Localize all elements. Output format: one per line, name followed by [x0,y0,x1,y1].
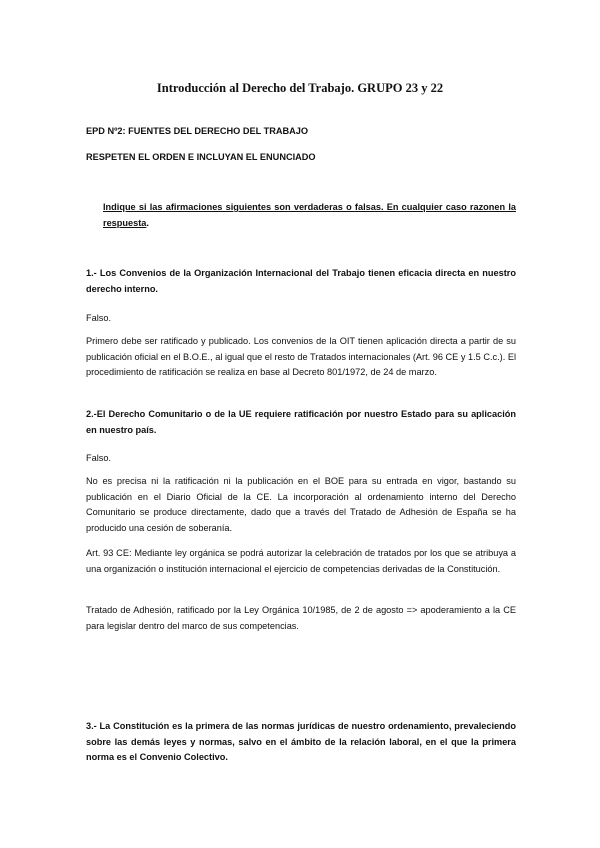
question-3-statement: 3.- La Constitución es la primera de las normas jurídicas de nuestro ordenamiento, prevaleciendo sobre las demás leyes y normas, salvo en el ámbito de la relación laboral, en el que la primera norma es el Convenio Colectivo. [86,721,516,762]
task-instruction-end: . [146,217,149,228]
task-instruction-text: Indique si las afirmaciones siguientes son verdaderas o falsas. En cualquier caso razonen la respuesta [103,202,516,228]
question-2-treaty: Tratado de Adhesión, ratificado por la Ley Orgánica 10/1985, de 2 de agosto => apoderamiento a la CE para legislar dentro del marco de sus competencias. [86,605,516,631]
question-2-article: Art. 93 CE: Mediante ley orgánica se podrá autorizar la celebración de tratados por los que se atribuya a una organización o institución internacional el ejercicio de competencias derivadas de la Constitución. [86,548,516,574]
question-1-explanation: Primero debe ser ratificado y publicado. Los convenios de la OIT tienen aplicación directa a partir de su publicación oficial en el B.O.E., al igual que el resto de Tratados internacionales (Art. 96 CE y 1.5 C.c.). El procedimiento de ratificación se realiza en base al Decreto 801/1972, de 24 de marzo. [86,336,516,377]
task-instruction [103,200,516,231]
epd-heading: EPD Nº2: FUENTES DEL DERECHO DEL TRABAJO [86,126,309,136]
question-1-statement: 1.- Los Convenios de la Organización Internacional del Trabajo tienen eficacia directa en nuestro derecho interno. [86,268,516,294]
question-1-verdict: Falso. [86,313,112,323]
question-2-verdict: Falso. [86,453,112,463]
question-2-explanation: No es precisa ni la ratificación ni la publicación en el BOE para su entrada en vigor, bastando su publicación en el Diario Oficial de la CE. La incorporación al ordenamiento interno del Derecho Comunitario se produce directamente, dado que a través del Tratado de Adhesión de España se ha producido una cesión de soberanía. [86,476,516,533]
question-2-statement: 2.-El Derecho Comunitario o de la UE requiere ratificación por nuestro Estado para su aplicación en nuestro país. [86,409,516,435]
instruction-heading: RESPETEN EL ORDEN E INCLUYAN EL ENUNCIADO [86,152,316,162]
page-title: Introducción al Derecho del Trabajo. GRUPO 23 y 22 [156,81,444,95]
